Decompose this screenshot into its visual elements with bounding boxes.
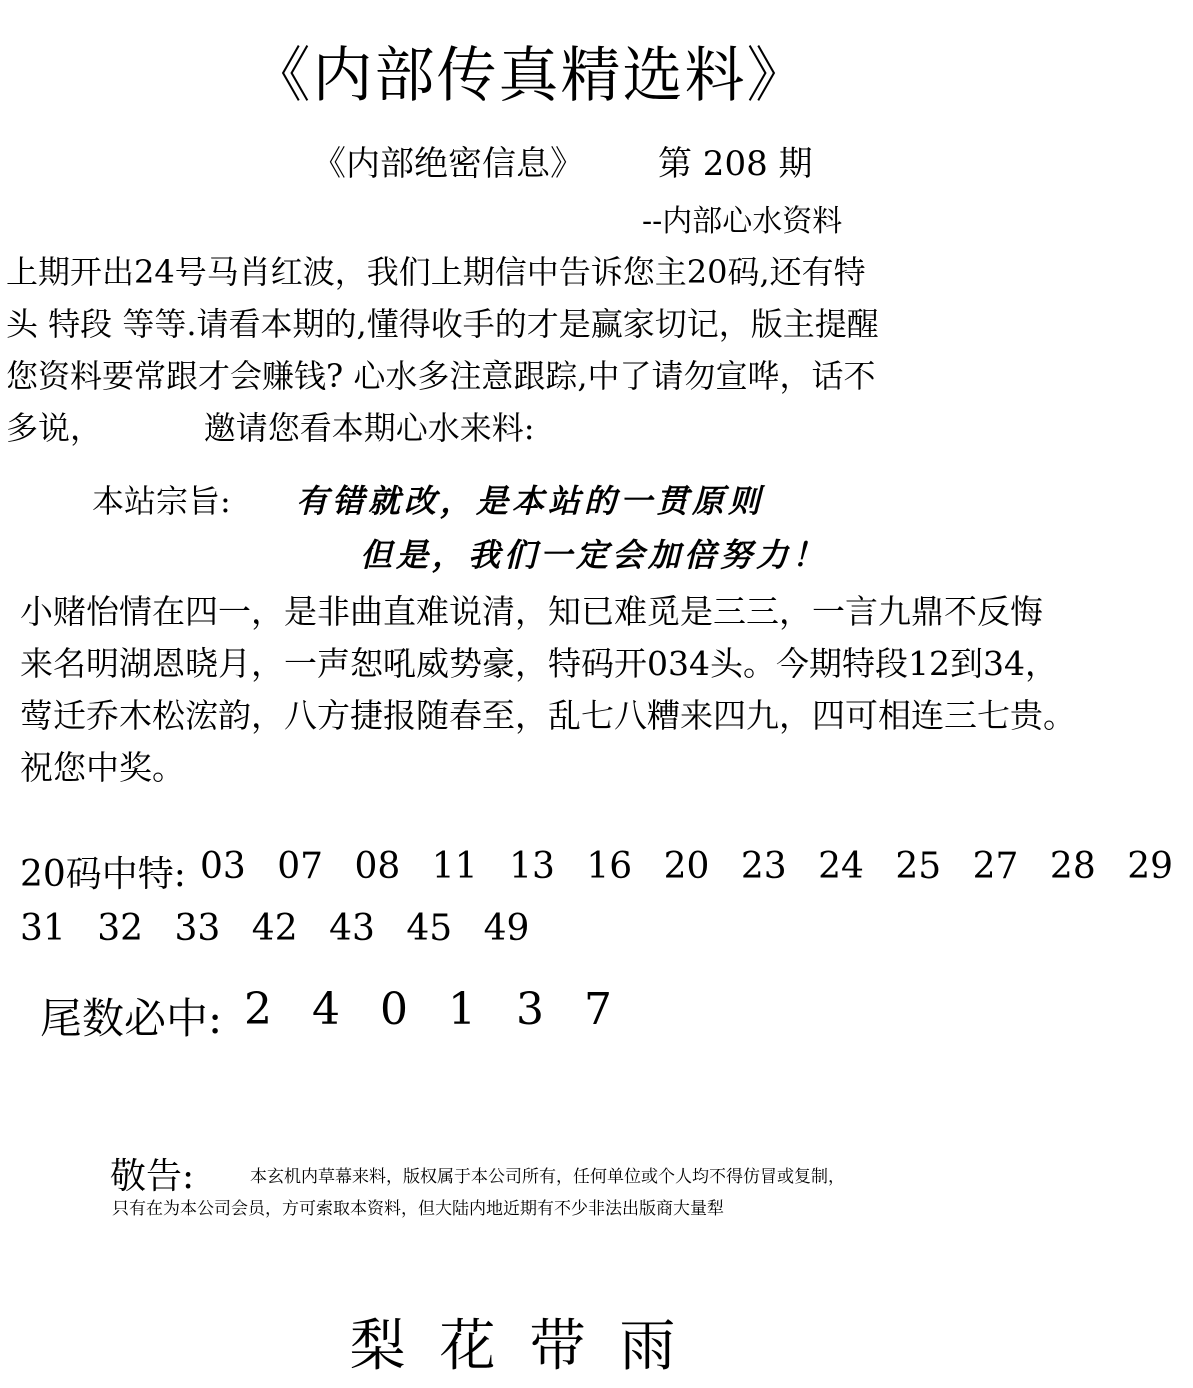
- code-number: 28: [1049, 846, 1096, 887]
- code-number: 23: [740, 846, 787, 887]
- intro-line: 您资料要常跟才会赚钱? 心水多注意跟踪,中了请勿宣哗，话不: [6, 357, 876, 395]
- tail-digit: 2: [244, 984, 272, 1035]
- motto-line: 有错就改，是本站的一贯原则: [296, 482, 765, 520]
- codes-row: [20, 908, 1020, 949]
- intro-line: 多说， 邀请您看本期心水来料:: [6, 409, 535, 447]
- code-number: 43: [329, 908, 375, 949]
- notice-label: 敬告:: [110, 1156, 195, 1197]
- code-number: 07: [277, 846, 324, 887]
- subtitle: 《内部绝密信息》: [312, 144, 584, 184]
- code-number: 49: [483, 908, 530, 949]
- tail-digit: 1: [448, 984, 476, 1035]
- poem-paragraph: [20, 586, 1076, 794]
- source-line: --内部心水资料: [642, 204, 843, 239]
- code-number: 29: [1127, 846, 1173, 887]
- code-number: 11: [431, 846, 478, 887]
- notice-line: 只有在为本公司会员，方可索取本资料，但大陆内地近期有不少非法出版商大量犁: [112, 1199, 724, 1219]
- code-number: 13: [509, 846, 555, 887]
- footer-title: 梨花带雨: [349, 1314, 710, 1379]
- code-number: 31: [20, 908, 66, 949]
- code-number: 33: [174, 908, 221, 949]
- code-number: 42: [251, 908, 298, 949]
- code-number: 03: [200, 846, 246, 887]
- code-number: 24: [818, 846, 864, 887]
- code-number: 32: [97, 908, 144, 949]
- codes-label: 20码中特:: [20, 854, 186, 895]
- codes-row: [200, 846, 1173, 887]
- intro-paragraph: [6, 246, 1056, 454]
- notice-line: 本玄机内草幕来料，版权属于本公司所有，任何单位或个人均不得仿冒或复制，: [250, 1167, 845, 1187]
- poem-line: 祝您中奖。: [20, 748, 185, 787]
- tail-digit: 7: [584, 984, 612, 1035]
- motto-line: 但是，我们一定会加倍努力！: [360, 536, 829, 574]
- intro-line: 上期开出24号马肖红波，我们上期信中告诉您主20码,还有特: [6, 253, 866, 291]
- poem-line: 莺迁乔木松浤韵，八方捷报随春至，乱七八糟来四九，四可相连三七贵。: [20, 696, 1076, 735]
- page-title: 《内部传真精选料》: [250, 41, 809, 111]
- code-number: 45: [406, 908, 453, 949]
- tail-digit: 3: [516, 984, 544, 1035]
- motto-label: 本站宗旨:: [92, 482, 231, 520]
- code-number: 20: [663, 846, 710, 887]
- intro-line: 头 特段 等等.请看本期的,懂得收手的才是赢家切记，版主提醒: [6, 305, 879, 343]
- issue-number: 第 208 期: [658, 144, 813, 184]
- poem-line: 小赌怡情在四一，是非曲直难说清，知已难觅是三三，一言九鼎不反悔: [20, 592, 1043, 631]
- tail-label: 尾数必中:: [40, 994, 223, 1043]
- poem-line: 来名明湖恩晓月，一声恕吼威势豪，特码开034头。今期特段12到34，: [20, 644, 1058, 683]
- code-number: 27: [972, 846, 1019, 887]
- code-number: 08: [354, 846, 401, 887]
- tail-digit: 0: [380, 984, 408, 1035]
- code-number: 16: [586, 846, 633, 887]
- tail-digit: 4: [312, 984, 340, 1035]
- tail-digits: [244, 984, 638, 1035]
- code-number: 25: [895, 846, 942, 887]
